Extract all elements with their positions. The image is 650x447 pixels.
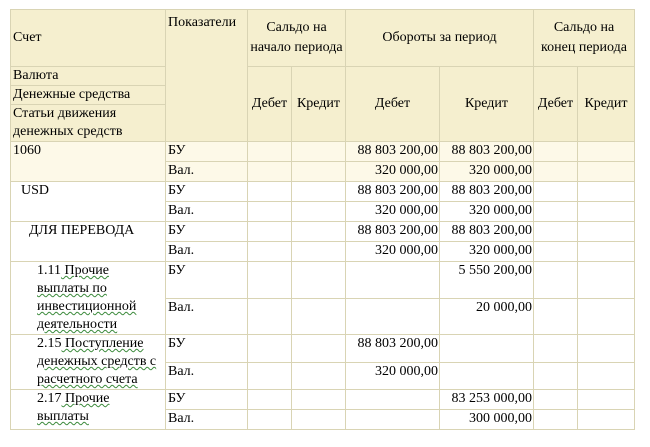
row-label: ДЛЯ ПЕРЕВОДА (29, 223, 135, 238)
row-label: 1060 (13, 143, 41, 158)
value-cell-close-debit (534, 262, 578, 299)
header-account: Счет (11, 10, 166, 67)
value-cell-close-credit (578, 335, 635, 363)
table-row (11, 262, 635, 299)
value-cell-close-credit (578, 142, 635, 162)
value-cell-turn-debit (346, 262, 440, 299)
value-cell-open-debit (248, 202, 292, 222)
value-cell-close-credit (578, 242, 635, 262)
value-cell-close-credit (578, 162, 635, 182)
value-cell-close-credit (578, 390, 635, 410)
value-cell-turn-debit: 88 803 200,00 (346, 222, 440, 242)
table-row (11, 390, 635, 410)
value-cell-close-debit (534, 390, 578, 410)
value-cell-close-credit (578, 298, 635, 335)
indicator-cell: Вал. (166, 362, 248, 390)
indicator-cell: БУ (166, 262, 248, 299)
row-label-cell (11, 142, 166, 182)
value-cell-open-credit (292, 182, 346, 202)
item-name: Прочие выплаты по инвестиционной деятельности (37, 263, 137, 332)
value-cell-turn-debit: 320 000,00 (346, 242, 440, 262)
header-turnover: Обороты за период (346, 10, 534, 67)
row-label: USD (21, 183, 50, 198)
header-currency: Валюта (11, 67, 166, 86)
value-cell-turn-debit (346, 298, 440, 335)
indicator-cell: Вал. (166, 162, 248, 182)
header-indicators: Показатели (166, 10, 248, 142)
value-cell-open-debit (248, 390, 292, 410)
value-cell-close-credit (578, 222, 635, 242)
cash-turnover-report-table (10, 9, 635, 430)
value-cell-open-debit (248, 142, 292, 162)
value-cell-turn-credit: 320 000,00 (440, 162, 534, 182)
value-cell-open-credit (292, 262, 346, 299)
table-row (11, 142, 635, 162)
value-cell-turn-credit: 5 550 200,00 (440, 262, 534, 299)
value-cell-open-credit (292, 362, 346, 390)
indicator-cell: Вал. (166, 202, 248, 222)
value-cell-open-credit (292, 242, 346, 262)
item-code: 1.11 (37, 263, 61, 278)
item-name: Поступление денежных средств с расчетного счета (37, 336, 157, 387)
header-turnover-debit: Дебет (346, 67, 440, 142)
value-cell-turn-credit: 320 000,00 (440, 242, 534, 262)
row-label-cell (11, 335, 166, 390)
value-cell-close-debit (534, 242, 578, 262)
value-cell-turn-credit: 320 000,00 (440, 202, 534, 222)
value-cell-turn-debit: 88 803 200,00 (346, 142, 440, 162)
row-label-cell (11, 262, 166, 335)
header-opening-debit: Дебет (248, 67, 292, 142)
value-cell-open-debit (248, 362, 292, 390)
value-cell-open-debit (248, 335, 292, 363)
value-cell-close-debit (534, 142, 578, 162)
value-cell-open-debit (248, 410, 292, 430)
value-cell-close-debit (534, 362, 578, 390)
indicator-cell: Вал. (166, 242, 248, 262)
value-cell-open-debit (248, 162, 292, 182)
value-cell-close-debit (534, 162, 578, 182)
table-row (11, 222, 635, 242)
value-cell-turn-credit: 300 000,00 (440, 410, 534, 430)
header-opening-balance: Сальдо на начало периода (248, 10, 346, 67)
header-cash: Денежные средства (11, 86, 166, 105)
indicator-cell: БУ (166, 222, 248, 242)
value-cell-turn-credit (440, 335, 534, 363)
table-row (11, 335, 635, 363)
value-cell-turn-credit (440, 362, 534, 390)
value-cell-close-debit (534, 298, 578, 335)
indicator-cell: БУ (166, 182, 248, 202)
indicator-cell: БУ (166, 142, 248, 162)
value-cell-turn-debit (346, 410, 440, 430)
value-cell-close-credit (578, 202, 635, 222)
indicator-cell: Вал. (166, 298, 248, 335)
value-cell-open-credit (292, 390, 346, 410)
value-cell-open-debit (248, 242, 292, 262)
row-label-cell (11, 222, 166, 262)
value-cell-open-credit (292, 335, 346, 363)
value-cell-close-credit (578, 262, 635, 299)
value-cell-open-credit (292, 162, 346, 182)
indicator-cell: Вал. (166, 410, 248, 430)
value-cell-close-credit (578, 410, 635, 430)
value-cell-open-credit (292, 142, 346, 162)
value-cell-turn-debit: 320 000,00 (346, 202, 440, 222)
value-cell-open-debit (248, 262, 292, 299)
value-cell-turn-credit: 83 253 000,00 (440, 390, 534, 410)
value-cell-open-debit (248, 298, 292, 335)
value-cell-turn-debit: 88 803 200,00 (346, 335, 440, 363)
value-cell-close-debit (534, 335, 578, 363)
value-cell-turn-credit: 88 803 200,00 (440, 182, 534, 202)
item-name: Прочие выплаты (37, 391, 110, 424)
value-cell-turn-credit: 88 803 200,00 (440, 142, 534, 162)
item-code: 2.17 (37, 391, 62, 406)
value-cell-close-credit (578, 182, 635, 202)
value-cell-open-credit (292, 222, 346, 242)
indicator-cell: БУ (166, 335, 248, 363)
value-cell-turn-credit: 88 803 200,00 (440, 222, 534, 242)
value-cell-close-credit (578, 362, 635, 390)
report-container (10, 9, 635, 430)
value-cell-open-debit (248, 222, 292, 242)
value-cell-open-debit (248, 182, 292, 202)
value-cell-turn-debit: 88 803 200,00 (346, 182, 440, 202)
indicator-cell: БУ (166, 390, 248, 410)
value-cell-turn-debit: 320 000,00 (346, 362, 440, 390)
value-cell-turn-debit (346, 390, 440, 410)
header-closing-debit: Дебет (534, 67, 578, 142)
item-code: 2.15 (37, 336, 62, 351)
value-cell-close-debit (534, 410, 578, 430)
header-opening-credit: Кредит (292, 67, 346, 142)
value-cell-close-debit (534, 202, 578, 222)
value-cell-turn-debit: 320 000,00 (346, 162, 440, 182)
row-label-cell (11, 390, 166, 430)
value-cell-close-debit (534, 222, 578, 242)
value-cell-open-credit (292, 202, 346, 222)
value-cell-open-credit (292, 410, 346, 430)
table-row (11, 182, 635, 202)
header-cashflow-items: Статьи движения денежных средств (11, 105, 166, 142)
header-turnover-credit: Кредит (440, 67, 534, 142)
value-cell-open-credit (292, 298, 346, 335)
row-label-cell (11, 182, 166, 222)
value-cell-close-debit (534, 182, 578, 202)
report-body (11, 142, 635, 430)
value-cell-turn-credit: 20 000,00 (440, 298, 534, 335)
header-closing-balance: Сальдо на конец периода (534, 10, 635, 67)
header-closing-credit: Кредит (578, 67, 635, 142)
